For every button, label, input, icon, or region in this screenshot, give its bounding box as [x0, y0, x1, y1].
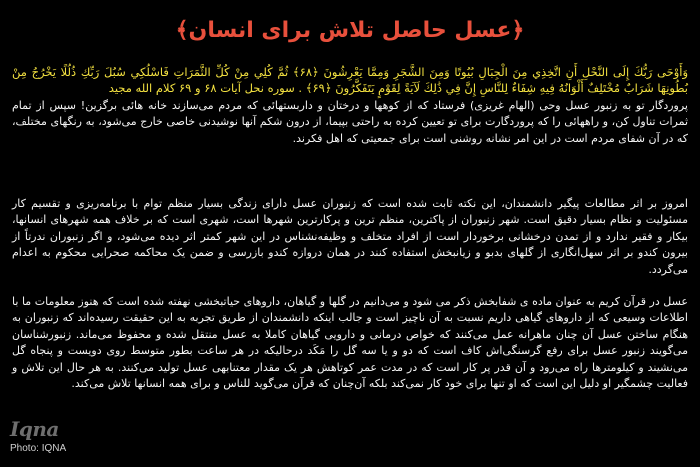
paragraph-translation: پروردگار تو به زنبور عسل وحی (الهام غریزی) فرستاد که از کوهها و درختان و داربستهائی که مردم می‌سازند خانه هائی برگزین! سپس از تمام ثمرات تناول کن، و راههائی را که پروردگارت برای تو تعیین کرده به راحتی بپیما، از درون شکم آنها نوشیدنی خاصی خارج می‌شود، به رنگهای مختلف، که در آن شفای مردم است در این امر نشانه روشنی است برای جمعیتی که اهل فکرند.	[12, 99, 688, 145]
quran-verse: وَأَوْحَى رَبُّكَ إِلَى النَّحْلِ أَنِ اتَّخِذِي مِنَ الْجِبَالِ بُيُوتًا وَمِنَ الشَّجَرِ وَمِمَّا يَعْرِشُونَ ﴿۶۸﴾ ثُمَّ كُلِي مِنْ كُلِّ الثَّمَرَاتِ فَاسْلُكِي سُبُلَ رَبِّكِ ذُلُلًا يَخْرُجُ مِنْ بُطُونِهَا شَرَابٌ مُخْتَلِفٌ أَلْوَانُهُ فِيهِ شِفَاءٌ لِلنَّاسِ إِنَّ فِي ذَٰلِكَ لَآيَةً لِقَوْمٍ يَتَفَكَّرُونَ ﴿۶۹﴾ . سوره نحل آیات ۶۸ و ۶۹ کلام الله مجید	[12, 65, 688, 95]
iqna-logo: Iqna	[10, 417, 59, 441]
paragraph-honey-healing: عسل در قرآن کریم به عنوان ماده ی شفابخش ذکر می شود و می‌دانیم در گلها و گیاهان، داروهای حیاتبخشی نهفته شده است که هنوز معلومات ما با اطلاعات وسیعی که از داروهای گیاهی داریم نسبت به آن ناچیز است و جالب اینکه دانشمندان از طریق تجربه به این حقیقت رسیده‌اند که زنبوران به هنگام ساختن عسل آن چنان ماهرانه عمل می‌کنند که خواص درمانی و دارویی گیاهان کاملا به عسل منتقل شده و محفوظ می‌ماند. زنبورشناسان می‌گویند زنبور عسل برای رفع گرسنگی‌اش کاف است که دو و یا سه گل را مَکَد درحالیکه در هر ساعت بطور متوسط روی دویست و پنجاه گل می‌نشیند و کیلومترها راه می‌رود و آن قدر پر کار است که در مدت عمر کوتاهش هر یک مقدار معتنابهی عسل تولید می‌کنند. به هر حال این تلاش و فعالیت چشمگیر او دلیل این است که او تنها برای خود کار نمی‌کند بلکه آن‌چنان که قرآن می‌گوید للناس و برای همه انسانها تلاش می‌کند.	[12, 295, 688, 391]
page-title: ﴿عسل حاصل تلاش برای انسان﴾	[175, 18, 525, 43]
verse-arabic-text: وَأَوْحَى رَبُّكَ إِلَى النَّحْلِ أَنِ اتَّخِذِي مِنَ الْجِبَالِ بُيُوتًا وَمِنَ الشَّجَرِ وَمِمَّا يَعْرِشُونَ ﴿۶۸﴾ ثُمَّ كُلِي مِنْ كُلِّ الثَّمَرَاتِ فَاسْلُكِي سُبُلَ رَبِّكِ ذُلُلًا يَخْرُجُ مِنْ بُطُونِهَا شَرَابٌ مُخْتَلِفٌ أَلْوَانُهُ فِيهِ شِفَاءٌ لِلنَّاسِ إِنَّ فِي ذَٰلِكَ لَآيَةً لِقَوْمٍ يَتَفَكَّرُونَ ﴿۶۹﴾	[12, 65, 688, 95]
verse-reference: سوره نحل آیات ۶۸ و ۶۹ کلام الله مجید	[108, 81, 295, 95]
photo-credit: Photo: IQNA	[10, 443, 67, 454]
paragraph-bee-society: امروز بر اثر مطالعات پیگیر دانشمندان، این نکته ثابت شده است که زنبوران عسل دارای زندگی بسیار منظم توام با برنامه‌ریزی و تقسیم کار مسئولیت و نظام بسیار دقیق است. شهر زنبوران از پاکترین، منظم ترین و پرکارترین شهرها است، شهری است که بر خلاف همه شهرهای انسانها، بیکار و فقیر ندارد و از تمدن درخشانی برخوردار است از افراد متخلف و وظیفه‌نشناس در این شهر کمتر اثر دیده می‌شود، و اگر زنبوران ندرتاً از بیرون کندو بر اثر سهل‌انگاری از گلهای بدبو و زیانبخش استفاده کنند در همان دروازه کندو بازرسی و ضمن یک محاکمه صحرایی محکوم به اعدام می‌گردد.	[12, 197, 688, 276]
